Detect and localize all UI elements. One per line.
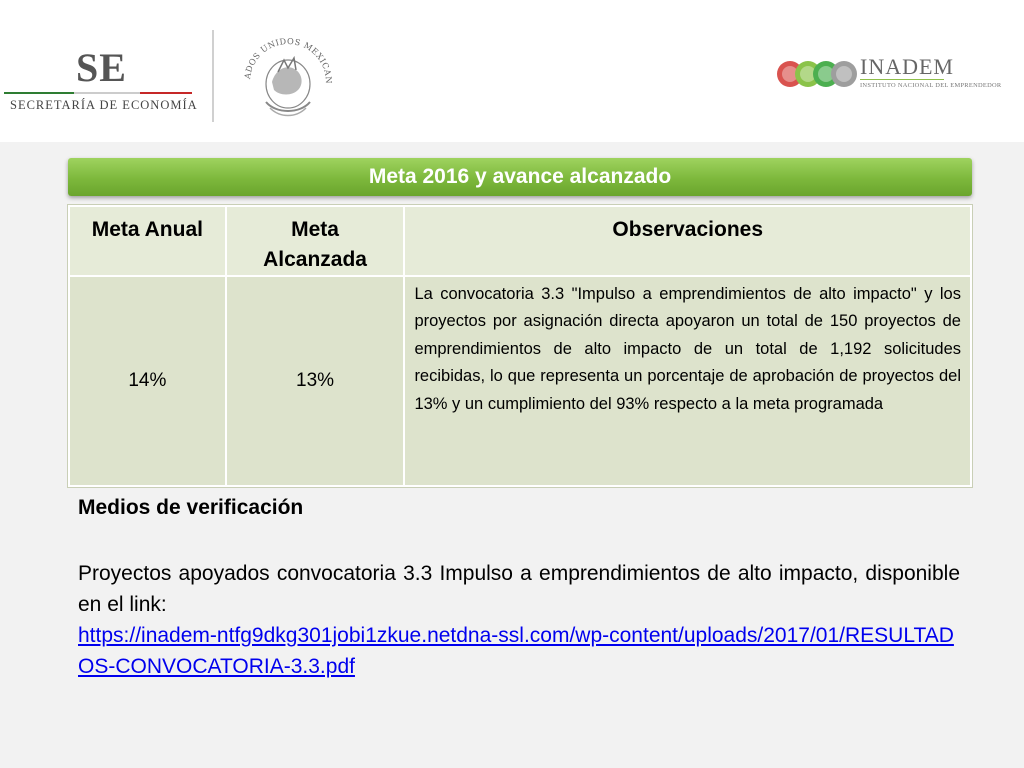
inadem-name: INADEM [860,54,954,79]
medios-title: Medios de verificación [78,496,304,519]
se-logo-grey-line [74,92,140,94]
se-logo-subtitle: SECRETARÍA DE ECONOMÍA [10,98,198,112]
header-meta-anual: Meta Anual [69,206,226,276]
inadem-rule [860,79,944,80]
header-bar [0,0,1024,142]
se-logo-letters: SE [76,45,127,90]
medios-description: Proyectos apoyados convocatoria 3.3 Impulso a emprendimientos de alto impacto, disponible en el link: [78,562,960,616]
mexico-seal-icon [236,24,340,124]
table-header-row [69,206,971,276]
inadem-logo [774,52,1004,98]
section-banner: Meta 2016 y avance alcanzado [68,158,972,196]
header-divider [212,30,214,122]
cell-meta-anual: 14% [69,276,226,486]
header-observaciones: Observaciones [404,206,971,276]
cell-observaciones: La convocatoria 3.3 "Impulso a emprendimientos de alto impacto" y los proyectos por asignación directa apoyaron un total de 150 proyectos de emprendimientos de alto impacto de un total de 1,192 solicitudes recibidas, lo que representa un porcentaje de aprobación de proyectos del 13% y un cumplimiento del 93% respecto a la meta programada [404,276,971,486]
inadem-dots-icon [774,52,858,98]
header-meta-alcanzada: Meta Alcanzada [226,206,405,276]
table-row [69,276,971,486]
svg-text:ESTADOS UNIDOS MEXICANOS: ADOS UNIDOS MEXICAN [242,35,335,85]
se-logo-green-line [4,92,74,94]
se-logo-red-line [140,92,192,94]
cell-meta-alcanzada: 13% [226,276,405,486]
meta-table [68,205,972,487]
verification-link[interactable]: https://inadem-ntfg9dkg301jobi1zkue.netdna-ssl.com/wp-content/uploads/2017/01/RESULTADOS-CONVOCATORIA-3.3.pdf [78,624,954,678]
inadem-subtitle: INSTITUTO NACIONAL DEL EMPRENDEDOR [860,82,1002,89]
se-logo [0,40,200,120]
